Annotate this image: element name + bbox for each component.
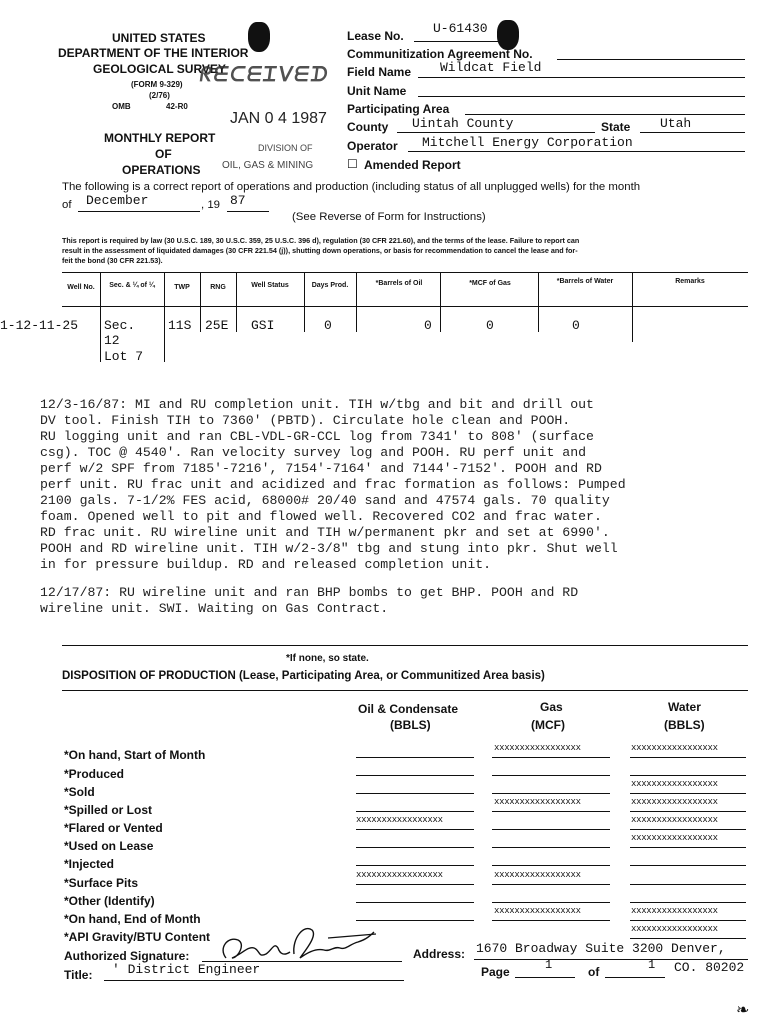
xmark: xxxxxxxxxxxxxxxxx xyxy=(631,797,718,807)
col-header-rng: RNG xyxy=(210,284,226,291)
xmark: xxxxxxxxxxxxxxxxx xyxy=(631,815,718,825)
intro-of-label: of xyxy=(62,199,72,211)
narrative-line: POOH and RD wireline unit. TIH w/2-3/8" tbg and stung into pkr. Shut well xyxy=(40,541,618,556)
state-value: Utah xyxy=(660,116,692,131)
title-value: ' District Engineer xyxy=(112,962,261,977)
scan-mark: ❧ xyxy=(736,1002,750,1019)
xmark: xxxxxxxxxxxxxxxxx xyxy=(631,924,718,934)
disposition-top-rule xyxy=(62,645,748,646)
cell-rng: 25E xyxy=(205,318,229,333)
instructions-note: (See Reverse of Form for Instructions) xyxy=(292,211,486,223)
agency-line-1: UNITED STATES xyxy=(112,31,206,45)
xmark: xxxxxxxxxxxxxxxxx xyxy=(494,743,581,753)
of-label: of xyxy=(588,965,600,979)
cell-lot: Lot 7 xyxy=(104,349,144,364)
participating-area-line xyxy=(465,113,745,115)
operator-value: Mitchell Energy Corporation xyxy=(422,135,633,150)
dispo-row-label: *On hand, Start of Month xyxy=(64,748,206,762)
signature-label: Authorized Signature: xyxy=(64,949,190,963)
communitization-line xyxy=(557,58,745,60)
participating-area-label: Participating Area xyxy=(347,102,450,116)
dispo-row-label: *Spilled or Lost xyxy=(64,803,153,817)
xmark: xxxxxxxxxxxxxxxxx xyxy=(631,779,718,789)
omb-number: 42-R0 xyxy=(166,102,188,111)
xmark: xxxxxxxxxxxxxxxxx xyxy=(494,870,581,880)
col-gas-unit: (MCF) xyxy=(531,718,565,732)
cell-water: 0 xyxy=(572,318,580,333)
page-label: Page xyxy=(481,965,510,979)
omb-label: OMB xyxy=(112,102,131,111)
xmark: xxxxxxxxxxxxxxxxx xyxy=(494,797,581,807)
title-label: Title: xyxy=(64,968,93,982)
address-label: Address: xyxy=(413,947,466,961)
narrative-line: wireline unit. SWI. Waiting on Gas Contract. xyxy=(40,601,389,616)
cell-oil: 0 xyxy=(424,318,432,333)
narrative-line: csg). TOC @ 4540'. Ran velocity survey log and POOH. RU perf unit and xyxy=(40,445,587,460)
operator-label: Operator xyxy=(347,139,398,153)
report-title-2: OF xyxy=(155,147,172,161)
address-value: 1670 Broadway Suite 3200 Denver, xyxy=(476,941,726,956)
col-header-days-prod: Days Prod. xyxy=(311,282,349,289)
page-line xyxy=(515,976,575,978)
dispo-row-label: *Injected xyxy=(64,857,115,871)
dispo-row-label: *Used on Lease xyxy=(64,839,154,853)
month-line xyxy=(78,210,200,212)
unit-name-line xyxy=(418,95,745,97)
legal-line-3: feit the bond (30 CFR 221.53). xyxy=(62,256,163,265)
of-line xyxy=(605,976,665,978)
stamp-oil-gas-mining: OIL, GAS & MINING xyxy=(222,160,314,171)
narrative-line: RD frac unit. RU wireline unit and TIH w/permanent pkr and set at 6990'. xyxy=(40,525,610,540)
operator-line xyxy=(408,150,745,152)
stamp-date: JAN 0 4 1987 xyxy=(230,110,327,127)
col-water-unit: (BBLS) xyxy=(664,718,705,732)
narrative-line: foam. Opened well to pit and flowed well. Recovered CO2 and frac water. xyxy=(40,509,602,524)
stamp-division: DIVISION OF xyxy=(258,143,313,153)
title-line xyxy=(104,979,404,981)
narrative-line: 2100 gals. 7-1/2% FES acid, 68000# 20/40 sand and 47574 gals. 70 quality xyxy=(40,493,610,508)
col-water-label: Water xyxy=(668,700,701,714)
page-value: 1 xyxy=(545,958,553,972)
narrative-line: 12/3-16/87: MI and RU completion unit. TIH w/tbg and bit and drill out xyxy=(40,397,594,412)
narrative-line: perf unit. RU frac unit and acidized and frac formation as follows: Pumped xyxy=(40,477,626,492)
year-value: 87 xyxy=(230,193,246,208)
dispo-row-label: *Flared or Vented xyxy=(64,821,163,835)
intro-line-1: The following is a correct report of operations and production (including status of all unplugged wells) for the month xyxy=(62,181,641,193)
narrative-line: DV tool. Finish TIH to 7360' (PBTD). Circulate hole clean and POOH. xyxy=(40,413,571,428)
col-header-well-no: Well No. xyxy=(67,284,95,291)
dispo-row-label: *Surface Pits xyxy=(64,876,139,890)
col-header-mcf-gas: *MCF of Gas xyxy=(469,280,511,287)
xmark: xxxxxxxxxxxxxxxxx xyxy=(631,833,718,843)
if-none-note: *If none, so state. xyxy=(286,653,369,664)
xmark: xxxxxxxxxxxxxxxxx xyxy=(631,906,718,916)
lease-no-value: U-61430 xyxy=(433,21,488,36)
handwritten-signature xyxy=(208,918,388,966)
disposition-header-rule xyxy=(62,690,748,691)
agency-line-2: DEPARTMENT OF THE INTERIOR xyxy=(58,46,249,60)
month-value: December xyxy=(86,193,149,208)
county-value: Uintah County xyxy=(412,116,514,131)
disposition-title: DISPOSITION OF PRODUCTION (Lease, Participating Area, or Communitized Area basis) xyxy=(62,670,545,682)
narrative-line: in for pressure buildup. RD and released completion unit. xyxy=(40,557,492,572)
of-value: 1 xyxy=(648,958,656,972)
received-stamp: ᖇᗴᑕᗴᏆᐯᗴᗪ xyxy=(198,64,331,86)
communitization-label: Communitization Agreement No. xyxy=(347,47,533,61)
agency-line-3: GEOLOGICAL SURVEY xyxy=(93,62,226,76)
amended-checkbox[interactable]: ☐ xyxy=(347,157,358,171)
state-line xyxy=(640,131,745,133)
col-header-well-status: Well Status xyxy=(251,282,289,289)
dispo-row-label: *API Gravity/BTU Content xyxy=(64,930,211,944)
dispo-row-label: *Sold xyxy=(64,785,95,799)
cell-twp: 11S xyxy=(168,318,192,333)
legal-line-1: This report is required by law (30 U.S.C. 189, 30 U.S.C. 359, 25 U.S.C. 396 d), regulation (30 CFR 221.60), and the terms of the lease. Failure to report can xyxy=(62,236,580,245)
xmark: xxxxxxxxxxxxxxxxx xyxy=(356,870,443,880)
col-oil-unit: (BBLS) xyxy=(390,718,431,732)
narrative-line: RU logging unit and ran CBL-VDL-GR-CCL log from 7341' to 808' (surface xyxy=(40,429,594,444)
col-header-barrels-water: *Barrels of Water xyxy=(556,278,614,285)
col-gas-label: Gas xyxy=(540,700,563,714)
year-prefix: , 19 xyxy=(201,199,220,211)
report-title-1: MONTHLY REPORT xyxy=(104,131,216,145)
cell-well-no: 1-12-11-25 xyxy=(0,318,79,333)
state-label: State xyxy=(601,120,631,134)
form-date: (2/76) xyxy=(149,91,170,100)
amended-label: Amended Report xyxy=(364,158,461,172)
cell-sec: Sec. xyxy=(104,318,136,333)
legal-line-2: result in the assessment of liquidated damages (30 CFR 221.54 (j)), shutting down operations, or basis for recommendation to cancel the lease and for- xyxy=(62,246,578,255)
col-header-barrels-oil: *Barrels of Oil xyxy=(375,280,423,287)
cell-sec-number: 12 xyxy=(104,333,120,348)
cell-status: GSI xyxy=(251,318,275,333)
punch-hole-mark xyxy=(248,22,270,52)
xmark: xxxxxxxxxxxxxxxxx xyxy=(494,906,581,916)
year-line xyxy=(227,210,269,212)
county-label: County xyxy=(347,120,389,134)
dispo-row-label: *Other (Identify) xyxy=(64,894,155,908)
col-header-sec: Sec. & ¼ of ¼ xyxy=(109,282,155,289)
narrative-line: perf w/2 SPF from 7185'-7216', 7154'-7164' and 7144'-7152'. POOH and RD xyxy=(40,461,602,476)
col-header-twp: TWP xyxy=(174,284,190,291)
county-line xyxy=(397,131,595,133)
field-name-label: Field Name xyxy=(347,65,412,79)
dispo-row-label: *On hand, End of Month xyxy=(64,912,201,926)
unit-name-label: Unit Name xyxy=(347,84,407,98)
dispo-row-label: *Produced xyxy=(64,767,125,781)
form-number: (FORM 9-329) xyxy=(131,80,183,89)
xmark: xxxxxxxxxxxxxxxxx xyxy=(631,743,718,753)
col-oil-label: Oil & Condensate xyxy=(358,702,459,716)
report-title-3: OPERATIONS xyxy=(122,163,201,177)
field-name-line xyxy=(418,76,745,78)
cell-days: 0 xyxy=(324,318,332,333)
address-value-cont: CO. 80202 xyxy=(674,960,745,975)
narrative-line: 12/17/87: RU wireline unit and ran BHP bombs to get BHP. POOH and RD xyxy=(40,585,579,600)
lease-no-label: Lease No. xyxy=(347,29,404,43)
xmark: xxxxxxxxxxxxxxxxx xyxy=(356,815,443,825)
punch-hole-mark xyxy=(497,20,519,50)
col-header-remarks: Remarks xyxy=(675,278,705,285)
cell-gas: 0 xyxy=(486,318,494,333)
field-name-value: Wildcat Field xyxy=(440,60,542,75)
